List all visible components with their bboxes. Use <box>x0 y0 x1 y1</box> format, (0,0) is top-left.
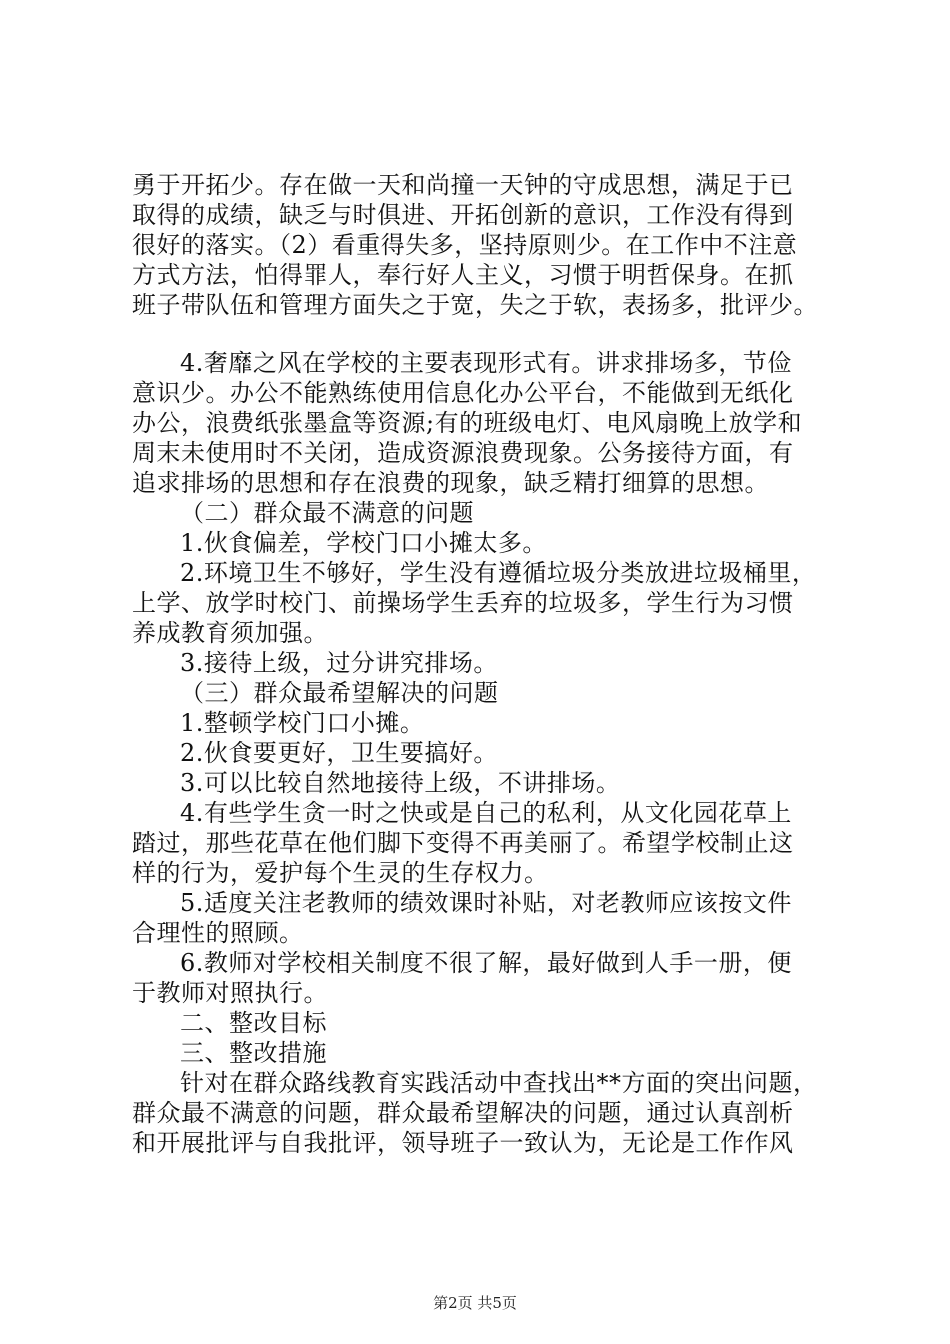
section-heading: 二、整改目标 <box>180 1009 327 1037</box>
section-heading: （三）群众最希望解决的问题 <box>180 679 499 707</box>
paragraph-line: 追求排场的思想和存在浪费的现象，缺乏精打细算的思想。 <box>132 469 769 497</box>
list-item: 1.伙食偏差，学校门口小摊太多。 <box>180 529 547 557</box>
list-item: 1.整顿学校门口小摊。 <box>180 709 425 737</box>
list-item: 3.接待上级，过分讲究排场。 <box>180 649 498 677</box>
paragraph-line: 勇于开拓少。存在做一天和尚撞一天钟的守成思想，满足于已 <box>132 171 794 199</box>
section-heading: （二）群众最不满意的问题 <box>180 499 474 527</box>
paragraph-line: 养成教育须加强。 <box>132 619 328 647</box>
list-item: 6.教师对学校相关制度不很了解，最好做到人手一册，便 <box>180 949 792 977</box>
list-item: 2.环境卫生不够好，学生没有遵循垃圾分类放进垃圾桶里， <box>180 559 817 587</box>
paragraph-line: 取得的成绩，缺乏与时俱进、开拓创新的意识，工作没有得到 <box>132 201 794 229</box>
paragraph-line: 方式方法，怕得罪人，奉行好人主义，习惯于明哲保身。在抓 <box>132 261 794 289</box>
list-item: 4.有些学生贪一时之快或是自己的私利，从文化园花草上 <box>180 799 792 827</box>
paragraph-line: 样的行为，爱护每个生灵的生存权力。 <box>132 859 549 887</box>
paragraph-line: 上学、放学时校门、前操场学生丢弃的垃圾多，学生行为习惯 <box>132 589 794 617</box>
paragraph-line: 班子带队伍和管理方面失之于宽，失之于软，表扬多，批评少。 <box>132 291 818 319</box>
paragraph-line: 针对在群众路线教育实践活动中查找出**方面的突出问题， <box>180 1069 818 1097</box>
paragraph-line: 4.奢靡之风在学校的主要表现形式有。讲求排场多，节俭 <box>180 349 792 377</box>
list-item: 2.伙食要更好，卫生要搞好。 <box>180 739 498 767</box>
paragraph-gap <box>132 320 832 348</box>
paragraph-line: 和开展批评与自我批评，领导班子一致认为，无论是工作作风 <box>132 1129 794 1157</box>
paragraph-line: 于教师对照执行。 <box>132 979 328 1007</box>
page-number-footer: 第2页 共5页 <box>433 1294 517 1312</box>
section-heading: 三、整改措施 <box>180 1039 327 1067</box>
document-body <box>132 170 832 1158</box>
paragraph-line: 合理性的照顾。 <box>132 919 304 947</box>
paragraph-line: 办公，浪费纸张墨盒等资源;有的班级电灯、电风扇晚上放学和 <box>132 409 803 437</box>
paragraph-line: 群众最不满意的问题，群众最希望解决的问题，通过认真剖析 <box>132 1099 794 1127</box>
paragraph-line: 周末未使用时不关闭，造成资源浪费现象。公务接待方面，有 <box>132 439 794 467</box>
paragraph-line: 意识少。办公不能熟练使用信息化办公平台，不能做到无纸化 <box>132 379 794 407</box>
paragraph-line: 踏过，那些花草在他们脚下变得不再美丽了。希望学校制止这 <box>132 829 794 857</box>
list-item: 5.适度关注老教师的绩效课时补贴，对老教师应该按文件 <box>180 889 792 917</box>
list-item: 3.可以比较自然地接待上级，不讲排场。 <box>180 769 621 797</box>
paragraph-line: 很好的落实。（2）看重得失多，坚持原则少。在工作中不注意 <box>132 231 798 259</box>
